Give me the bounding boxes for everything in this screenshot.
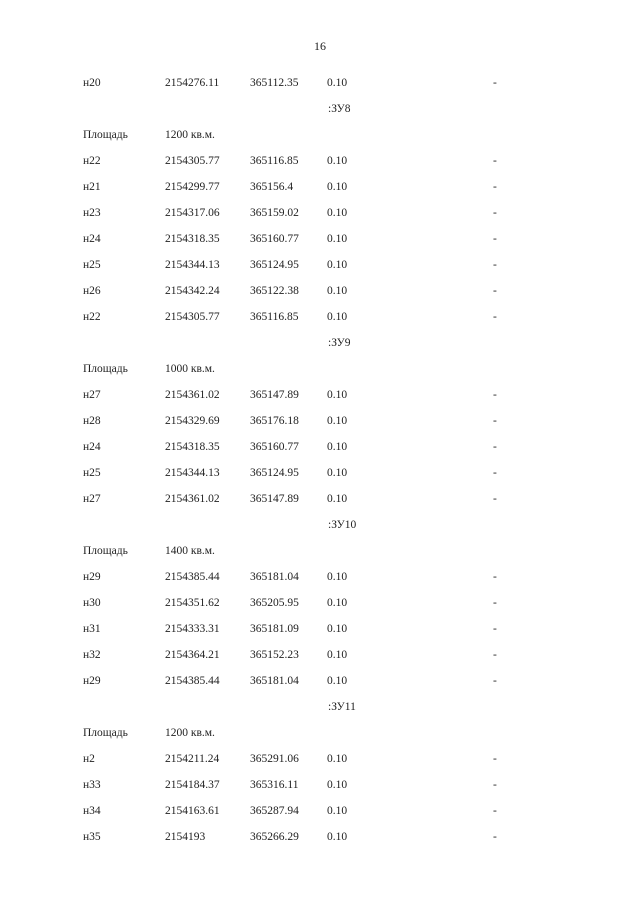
x-coordinate: 2154193 <box>165 831 206 843</box>
accuracy-value: 0.10 <box>327 597 348 609</box>
y-coordinate: 365205.95 <box>250 597 299 609</box>
coordinate-row <box>0 569 640 585</box>
accuracy-value: 0.10 <box>327 389 348 401</box>
extra-value: - <box>493 233 497 245</box>
y-coordinate: 365147.89 <box>250 389 299 401</box>
extra-value: - <box>493 493 497 505</box>
extra-value: - <box>493 805 497 817</box>
y-coordinate: 365116.85 <box>250 155 299 167</box>
area-row <box>0 543 640 559</box>
x-coordinate: 2154276.11 <box>165 77 220 89</box>
coordinate-row <box>0 621 640 637</box>
point-id: н2 <box>83 753 95 765</box>
coordinate-row <box>0 283 640 299</box>
y-coordinate: 365147.89 <box>250 493 299 505</box>
y-coordinate: 365122.38 <box>250 285 299 297</box>
section-heading: :ЗУ9 <box>328 337 351 349</box>
extra-value: - <box>493 467 497 479</box>
accuracy-value: 0.10 <box>327 805 348 817</box>
coordinate-row <box>0 777 640 793</box>
extra-value: - <box>493 311 497 323</box>
coordinate-row <box>0 465 640 481</box>
x-coordinate: 2154184.37 <box>165 779 220 791</box>
y-coordinate: 365152.23 <box>250 649 299 661</box>
area-value: 1000 кв.м. <box>165 363 215 375</box>
extra-value: - <box>493 77 497 89</box>
accuracy-value: 0.10 <box>327 753 348 765</box>
point-id: н35 <box>83 831 101 843</box>
point-id: н32 <box>83 649 101 661</box>
extra-value: - <box>493 155 497 167</box>
coordinate-row <box>0 491 640 507</box>
y-coordinate: 365266.29 <box>250 831 299 843</box>
y-coordinate: 365124.95 <box>250 259 299 271</box>
accuracy-value: 0.10 <box>327 207 348 219</box>
extra-value: - <box>493 259 497 271</box>
extra-value: - <box>493 181 497 193</box>
y-coordinate: 365181.09 <box>250 623 299 635</box>
coordinate-row <box>0 751 640 767</box>
accuracy-value: 0.10 <box>327 77 348 89</box>
x-coordinate: 2154305.77 <box>165 155 220 167</box>
accuracy-value: 0.10 <box>327 649 348 661</box>
extra-value: - <box>493 571 497 583</box>
coordinate-row <box>0 413 640 429</box>
x-coordinate: 2154211.24 <box>165 753 220 765</box>
y-coordinate: 365316.11 <box>250 779 299 791</box>
y-coordinate: 365159.02 <box>250 207 299 219</box>
x-coordinate: 2154385.44 <box>165 675 220 687</box>
point-id: н22 <box>83 155 101 167</box>
x-coordinate: 2154361.02 <box>165 493 220 505</box>
point-id: н25 <box>83 259 101 271</box>
accuracy-value: 0.10 <box>327 493 348 505</box>
x-coordinate: 2154333.31 <box>165 623 220 635</box>
point-id: н29 <box>83 571 101 583</box>
y-coordinate: 365160.77 <box>250 233 299 245</box>
x-coordinate: 2154351.62 <box>165 597 220 609</box>
coordinate-row <box>0 803 640 819</box>
point-id: н25 <box>83 467 101 479</box>
extra-value: - <box>493 285 497 297</box>
accuracy-value: 0.10 <box>327 181 348 193</box>
x-coordinate: 2154344.13 <box>165 259 220 271</box>
point-id: н20 <box>83 77 101 89</box>
area-row <box>0 725 640 741</box>
accuracy-value: 0.10 <box>327 285 348 297</box>
coordinate-row <box>0 75 640 91</box>
coordinate-row <box>0 673 640 689</box>
area-value: 1200 кв.м. <box>165 727 215 739</box>
accuracy-value: 0.10 <box>327 779 348 791</box>
extra-value: - <box>493 441 497 453</box>
coordinate-row <box>0 257 640 273</box>
point-id: н22 <box>83 311 101 323</box>
point-id: н29 <box>83 675 101 687</box>
coordinate-row <box>0 439 640 455</box>
accuracy-value: 0.10 <box>327 571 348 583</box>
accuracy-value: 0.10 <box>327 441 348 453</box>
extra-value: - <box>493 649 497 661</box>
accuracy-value: 0.10 <box>327 415 348 427</box>
y-coordinate: 365291.06 <box>250 753 299 765</box>
area-label: Площадь <box>83 545 128 557</box>
area-row <box>0 361 640 377</box>
point-id: н27 <box>83 493 101 505</box>
extra-value: - <box>493 207 497 219</box>
page-number: 16 <box>314 39 326 53</box>
coordinate-row <box>0 829 640 845</box>
x-coordinate: 2154385.44 <box>165 571 220 583</box>
extra-value: - <box>493 389 497 401</box>
point-id: н34 <box>83 805 101 817</box>
area-value: 1200 кв.м. <box>165 129 215 141</box>
area-label: Площадь <box>83 129 128 141</box>
extra-value: - <box>493 597 497 609</box>
x-coordinate: 2154364.21 <box>165 649 220 661</box>
x-coordinate: 2154305.77 <box>165 311 220 323</box>
point-id: н33 <box>83 779 101 791</box>
extra-value: - <box>493 675 497 687</box>
extra-value: - <box>493 415 497 427</box>
coordinate-row <box>0 231 640 247</box>
extra-value: - <box>493 779 497 791</box>
x-coordinate: 2154342.24 <box>165 285 220 297</box>
point-id: н24 <box>83 441 101 453</box>
y-coordinate: 365287.94 <box>250 805 299 817</box>
x-coordinate: 2154318.35 <box>165 441 220 453</box>
coordinate-row <box>0 387 640 403</box>
coordinate-row <box>0 153 640 169</box>
area-label: Площадь <box>83 727 128 739</box>
point-id: н24 <box>83 233 101 245</box>
x-coordinate: 2154318.35 <box>165 233 220 245</box>
coordinate-row <box>0 179 640 195</box>
point-id: н26 <box>83 285 101 297</box>
y-coordinate: 365156.4 <box>250 181 294 193</box>
accuracy-value: 0.10 <box>327 675 348 687</box>
y-coordinate: 365181.04 <box>250 675 299 687</box>
section-heading: :ЗУ11 <box>328 701 356 713</box>
coordinate-row <box>0 205 640 221</box>
section-heading: :ЗУ10 <box>328 519 357 531</box>
coordinate-row <box>0 309 640 325</box>
area-label: Площадь <box>83 363 128 375</box>
y-coordinate: 365160.77 <box>250 441 299 453</box>
x-coordinate: 2154344.13 <box>165 467 220 479</box>
point-id: н23 <box>83 207 101 219</box>
accuracy-value: 0.10 <box>327 467 348 479</box>
extra-value: - <box>493 831 497 843</box>
accuracy-value: 0.10 <box>327 259 348 271</box>
extra-value: - <box>493 753 497 765</box>
point-id: н28 <box>83 415 101 427</box>
y-coordinate: 365181.04 <box>250 571 299 583</box>
accuracy-value: 0.10 <box>327 831 348 843</box>
point-id: н27 <box>83 389 101 401</box>
x-coordinate: 2154163.61 <box>165 805 220 817</box>
accuracy-value: 0.10 <box>327 233 348 245</box>
x-coordinate: 2154317.06 <box>165 207 220 219</box>
point-id: н21 <box>83 181 101 193</box>
x-coordinate: 2154299.77 <box>165 181 220 193</box>
accuracy-value: 0.10 <box>327 155 348 167</box>
y-coordinate: 365124.95 <box>250 467 299 479</box>
x-coordinate: 2154361.02 <box>165 389 220 401</box>
point-id: н30 <box>83 597 101 609</box>
point-id: н31 <box>83 623 101 635</box>
accuracy-value: 0.10 <box>327 623 348 635</box>
y-coordinate: 365176.18 <box>250 415 299 427</box>
extra-value: - <box>493 623 497 635</box>
coordinate-row <box>0 647 640 663</box>
area-value: 1400 кв.м. <box>165 545 215 557</box>
accuracy-value: 0.10 <box>327 311 348 323</box>
x-coordinate: 2154329.69 <box>165 415 220 427</box>
section-heading: :ЗУ8 <box>328 103 351 115</box>
coordinate-row <box>0 595 640 611</box>
area-row <box>0 127 640 143</box>
y-coordinate: 365112.35 <box>250 77 299 89</box>
y-coordinate: 365116.85 <box>250 311 299 323</box>
